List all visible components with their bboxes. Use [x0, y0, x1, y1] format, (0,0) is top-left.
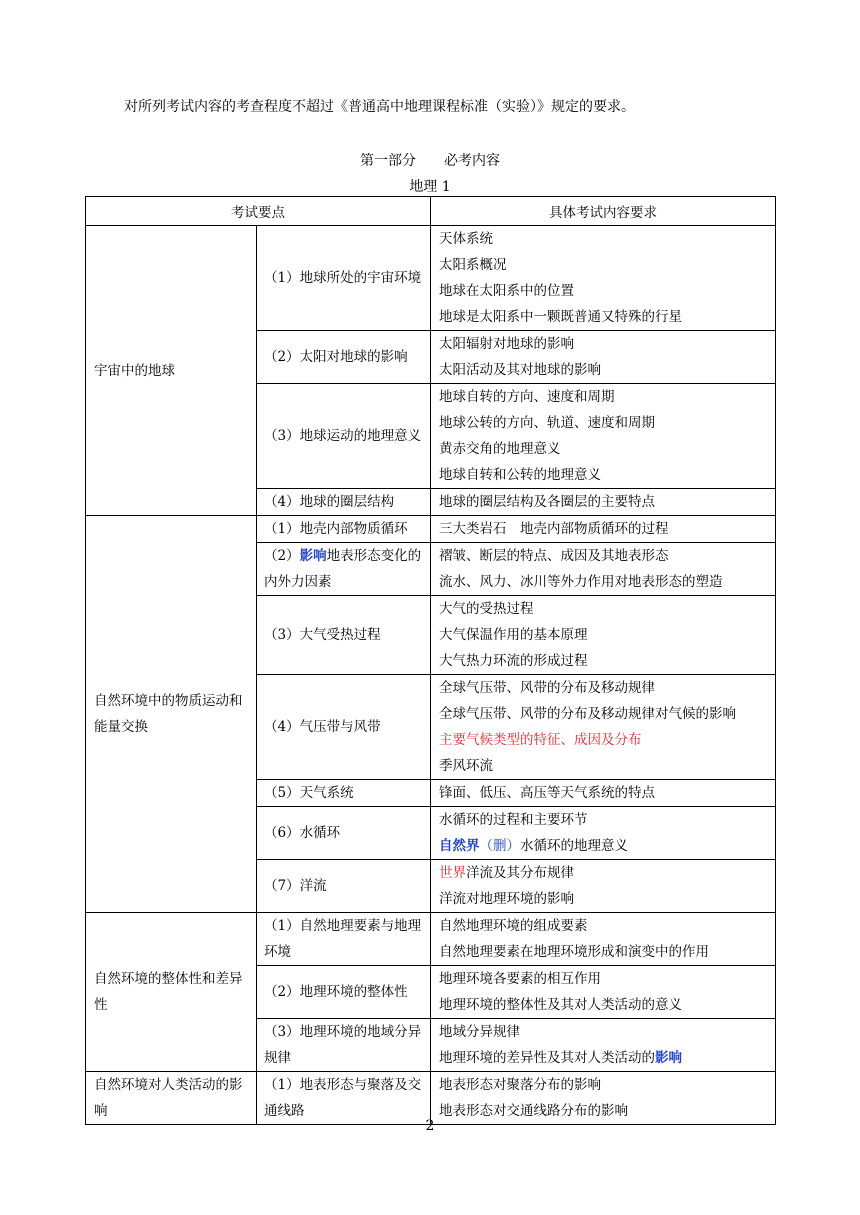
- header-exam-points: 考试要点: [86, 197, 431, 226]
- table-row: [86, 1072, 776, 1125]
- content-cell: [431, 596, 776, 675]
- content-rest: 水循环的地理意义: [520, 838, 628, 854]
- content-cell: [431, 966, 776, 1019]
- content-line: 自然地理环境的组成要素: [439, 918, 588, 934]
- part-title: 第一部分 必考内容: [360, 153, 500, 169]
- content-line: 地球的圈层结构及各圈层的主要特点: [439, 494, 655, 510]
- syllabus-table: [85, 196, 776, 1125]
- table-title: 地理 1: [409, 179, 451, 195]
- content-line: 全球气压带、风带的分布及移动规律: [439, 680, 655, 696]
- content-line: 太阳活动及其对地球的影响: [439, 362, 601, 378]
- content-line: 地域分异规律: [439, 1024, 520, 1040]
- content-line: 太阳辐射对地球的影响: [439, 336, 574, 352]
- revision-highlight: 影响: [655, 1050, 682, 1066]
- content-line: 褶皱、断层的特点、成因及其地表形态: [439, 548, 669, 564]
- content-line: 地球在太阳系中的位置: [439, 283, 574, 299]
- content-line: 流水、风力、冰川等外力作用对地表形态的塑造: [439, 574, 723, 590]
- revision-highlight: 世界: [439, 865, 466, 881]
- content-line: 地表形态对聚落分布的影响: [439, 1077, 601, 1093]
- content-cell: [431, 1072, 776, 1125]
- content-line: 水循环的过程和主要环节: [439, 812, 588, 828]
- topic-cell: （2）地理环境的整体性: [257, 966, 431, 1019]
- revision-note: （删）: [479, 838, 520, 854]
- table-row: [86, 913, 776, 966]
- topic-cell: （1）自然地理要素与地理环境: [257, 913, 431, 966]
- content-line: 大气的受热过程: [439, 601, 534, 617]
- content-line: 黄赤交角的地理意义: [439, 441, 561, 457]
- intro-paragraph: 对所列考试内容的考查程度不超过《普通高中地理课程标准（实验）》规定的要求。: [124, 99, 635, 115]
- topic-cell: [257, 543, 431, 596]
- revision-highlight: 影响: [299, 548, 327, 564]
- topic-cell: （3）地理环境的地域分异规律: [257, 1019, 431, 1072]
- content-line: 天体系统: [439, 231, 493, 247]
- content-cell: [431, 860, 776, 913]
- content-line: 锋面、低压、高压等天气系统的特点: [439, 785, 655, 801]
- group-label: 自然环境的整体性和差异性: [86, 913, 257, 1072]
- group-label: 自然环境中的物质运动和能量交换: [86, 516, 257, 913]
- content-cell: [431, 384, 776, 489]
- content-cell: [431, 543, 776, 596]
- table-row: [86, 226, 776, 331]
- page-number: 2: [425, 1118, 435, 1134]
- topic-cell: （1）地壳内部物质循环: [257, 516, 431, 543]
- content-line: 三大类岩石 地壳内部物质循环的过程: [439, 521, 669, 537]
- content-line: 地球自转的方向、速度和周期: [439, 389, 615, 405]
- content-rest: 洋流及其分布规律: [466, 865, 574, 881]
- topic-cell: （1）地表形态与聚落及交通线路: [257, 1072, 431, 1125]
- topic-cell: （2）太阳对地球的影响: [257, 331, 431, 384]
- topic-cell: （5）天气系统: [257, 780, 431, 807]
- content-line: 地理环境的整体性及其对人类活动的意义: [439, 997, 682, 1013]
- content-cell: [431, 516, 776, 543]
- content-line: 地理环境各要素的相互作用: [439, 971, 601, 987]
- content-cell: [431, 807, 776, 860]
- content-line: 自然地理要素在地理环境形成和演变中的作用: [439, 944, 709, 960]
- content-line: 洋流对地理环境的影响: [439, 891, 574, 907]
- content-line: 大气热力环流的形成过程: [439, 653, 588, 669]
- topic-cell: （4）气压带与风带: [257, 675, 431, 780]
- content-line: 全球气压带、风带的分布及移动规律对气候的影响: [439, 706, 736, 722]
- topic-cell: （3）大气受热过程: [257, 596, 431, 675]
- topic-cell: （6）水循环: [257, 807, 431, 860]
- content-line: 太阳系概况: [439, 257, 507, 273]
- revision-highlight: 自然界: [439, 838, 480, 854]
- content-cell: [431, 913, 776, 966]
- topic-cell: （4）地球的圈层结构: [257, 489, 431, 516]
- topic-prefix: （2）: [264, 548, 300, 564]
- content-line-highlighted: 主要气候类型的特征、成因及分布: [439, 732, 642, 748]
- content-line: [439, 860, 767, 886]
- group-label: 自然环境对人类活动的影响: [86, 1072, 257, 1125]
- content-cell: [431, 226, 776, 331]
- content-cell: [431, 1019, 776, 1072]
- content-cell: [431, 331, 776, 384]
- content-cell: [431, 489, 776, 516]
- content-line: [439, 833, 767, 859]
- topic-cell: （7）洋流: [257, 860, 431, 913]
- table-row: [86, 516, 776, 543]
- content-line: 地表形态对交通线路分布的影响: [439, 1103, 628, 1119]
- header-requirements: 具体考试内容要求: [431, 197, 776, 226]
- content-line: 季风环流: [439, 758, 493, 774]
- content-line: 地球是太阳系中一颗既普通又特殊的行星: [439, 309, 682, 325]
- topic-cell: （3）地球运动的地理意义: [257, 384, 431, 489]
- topic-cell: （1）地球所处的宇宙环境: [257, 226, 431, 331]
- topic-rest: 地表形态变化的内外力因素: [264, 548, 422, 590]
- content-cell: [431, 780, 776, 807]
- group-label: 宇宙中的地球: [86, 226, 257, 516]
- header-row: [86, 197, 776, 226]
- content-cell: [431, 675, 776, 780]
- content-line: 地球自转和公转的地理意义: [439, 467, 601, 483]
- content-rest: 地理环境的差异性及其对人类活动的: [439, 1050, 655, 1066]
- content-line: [439, 1045, 767, 1071]
- content-line: 大气保温作用的基本原理: [439, 627, 588, 643]
- content-line: 地球公转的方向、轨道、速度和周期: [439, 415, 655, 431]
